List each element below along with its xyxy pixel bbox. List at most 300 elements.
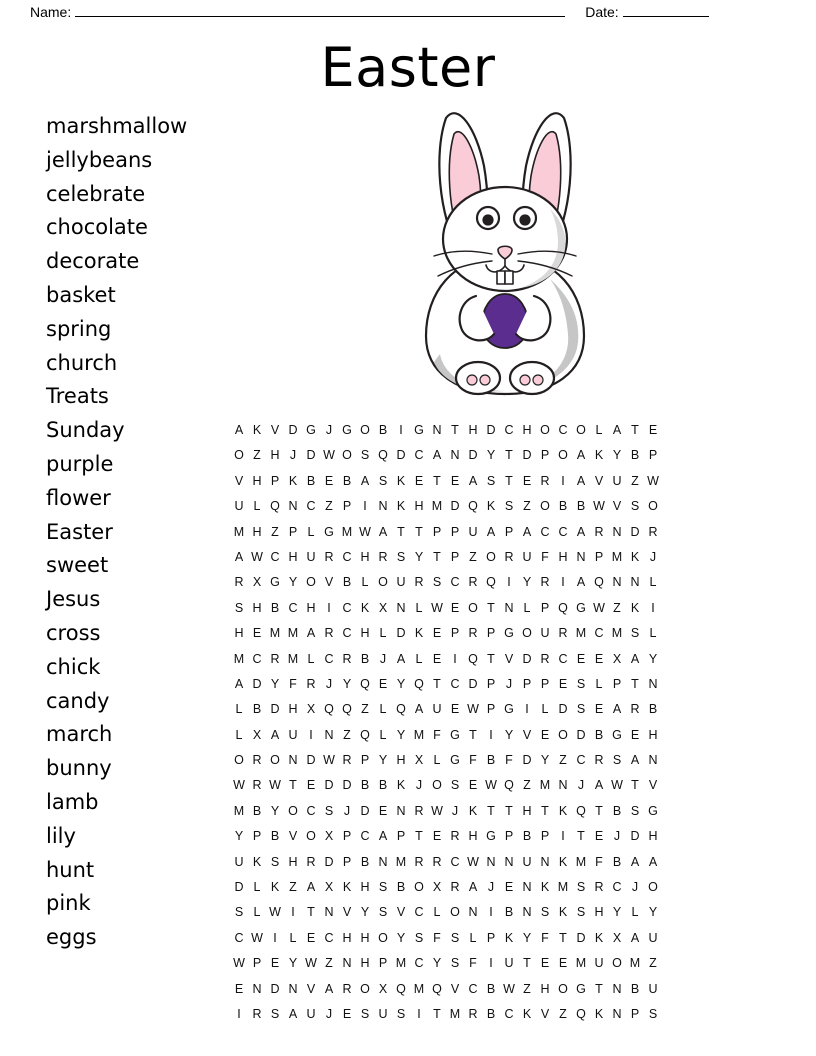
grid-cell: Y bbox=[360, 905, 370, 920]
grid-cell: S bbox=[630, 499, 640, 514]
grid-cell: K bbox=[594, 448, 604, 463]
grid-cell: U bbox=[612, 473, 622, 488]
grid-cell: W bbox=[359, 524, 371, 539]
grid-cell: W bbox=[269, 778, 281, 793]
grid-cell: C bbox=[612, 880, 622, 895]
grid-cell: Y bbox=[378, 753, 388, 768]
grid-cell: Q bbox=[414, 676, 424, 691]
grid-cell: H bbox=[342, 930, 352, 945]
grid-cell: R bbox=[342, 651, 352, 666]
grid-cell: P bbox=[252, 956, 262, 971]
grid-cell: D bbox=[342, 778, 352, 793]
grid-cell: E bbox=[432, 626, 442, 641]
grid-cell: D bbox=[630, 829, 640, 844]
grid-cell: V bbox=[504, 651, 514, 666]
grid-cell: S bbox=[432, 575, 442, 590]
grid-cell: M bbox=[233, 803, 245, 818]
grid-cell: D bbox=[306, 753, 316, 768]
grid-cell: E bbox=[576, 651, 586, 666]
grid-cell: H bbox=[288, 549, 298, 564]
grid-cell: S bbox=[270, 1006, 280, 1021]
grid-cell: O bbox=[378, 575, 388, 590]
grid-cell: Z bbox=[523, 499, 531, 514]
grid-cell: S bbox=[234, 600, 244, 615]
grid-cell: O bbox=[306, 829, 316, 844]
grid-cell: F bbox=[433, 727, 441, 742]
grid-cell: R bbox=[594, 880, 604, 895]
grid-cell: Y bbox=[396, 930, 406, 945]
grid-cell: B bbox=[360, 854, 370, 869]
grid-cell: Z bbox=[631, 473, 639, 488]
grid-cell: B bbox=[360, 651, 370, 666]
grid-cell: I bbox=[561, 829, 565, 844]
grid-cell: P bbox=[630, 1006, 640, 1021]
grid-cell: K bbox=[396, 473, 406, 488]
grid-cell: Z bbox=[649, 956, 657, 971]
grid-cell: B bbox=[252, 702, 262, 717]
grid-cell: W bbox=[323, 448, 335, 463]
list-item: sweet bbox=[46, 553, 109, 578]
list-item: chick bbox=[46, 654, 101, 679]
grid-cell: I bbox=[489, 905, 493, 920]
grid-cell: S bbox=[378, 880, 388, 895]
grid-cell: A bbox=[270, 727, 280, 742]
grid-cell: A bbox=[576, 575, 586, 590]
grid-cell: W bbox=[485, 778, 497, 793]
grid-cell: R bbox=[468, 626, 478, 641]
grid-cell: C bbox=[252, 651, 262, 666]
grid-cell: V bbox=[270, 423, 280, 437]
grid-cell: W bbox=[467, 854, 479, 869]
grid-cell: M bbox=[233, 524, 245, 539]
grid-cell: Q bbox=[360, 727, 370, 742]
grid-cell: X bbox=[612, 930, 622, 945]
grid-cell: T bbox=[523, 956, 531, 971]
grid-cell: M bbox=[611, 626, 623, 641]
grid-cell: R bbox=[540, 651, 550, 666]
grid-cell: P bbox=[342, 499, 352, 514]
list-item: march bbox=[46, 722, 113, 747]
list-item: cross bbox=[46, 620, 101, 645]
grid-cell: T bbox=[487, 803, 495, 818]
grid-cell: D bbox=[396, 448, 406, 463]
grid-cell: P bbox=[486, 702, 496, 717]
grid-cell: U bbox=[504, 956, 514, 971]
grid-cell: N bbox=[378, 499, 388, 514]
grid-cell: D bbox=[522, 753, 532, 768]
grid-cell: L bbox=[307, 524, 315, 539]
grid-cell: E bbox=[378, 676, 388, 691]
grid-cell: H bbox=[522, 803, 532, 818]
grid-cell: B bbox=[630, 981, 640, 996]
grid-cell: W bbox=[323, 753, 335, 768]
grid-cell: X bbox=[252, 575, 262, 590]
grid-cell: E bbox=[594, 829, 604, 844]
grid-cell: H bbox=[288, 854, 298, 869]
grid-cell: O bbox=[432, 778, 442, 793]
grid-cell: P bbox=[450, 626, 460, 641]
grid-cell: R bbox=[558, 626, 568, 641]
grid-cell: M bbox=[233, 651, 245, 666]
grid-cell: J bbox=[415, 778, 423, 793]
grid-cell: T bbox=[631, 778, 639, 793]
grid-cell: C bbox=[558, 423, 568, 437]
list-item: pink bbox=[46, 891, 91, 916]
grid-cell: W bbox=[305, 956, 317, 971]
grid-cell: A bbox=[396, 651, 406, 666]
grid-cell: C bbox=[414, 448, 424, 463]
grid-cell: K bbox=[486, 499, 496, 514]
grid-cell: K bbox=[288, 473, 298, 488]
grid-cell: S bbox=[630, 626, 640, 641]
grid-cell: F bbox=[541, 549, 549, 564]
grid-cell: N bbox=[576, 549, 586, 564]
grid-cell: G bbox=[576, 600, 586, 615]
grid-cell: V bbox=[324, 575, 334, 590]
grid-cell: L bbox=[433, 905, 441, 920]
grid-cell: K bbox=[540, 880, 550, 895]
grid-cell: T bbox=[595, 981, 603, 996]
grid-cell: H bbox=[558, 549, 568, 564]
grid-cell: U bbox=[648, 930, 658, 945]
grid-cell: J bbox=[343, 803, 351, 818]
grid-cell: V bbox=[612, 499, 622, 514]
list-item: decorate bbox=[46, 249, 140, 274]
grid-cell: O bbox=[270, 753, 280, 768]
grid-cell: L bbox=[379, 702, 387, 717]
grid-cell: H bbox=[360, 549, 370, 564]
header-name-date-line bbox=[30, 4, 786, 20]
grid-cell: Y bbox=[648, 905, 658, 920]
grid-cell: G bbox=[504, 626, 514, 641]
grid-cell: M bbox=[575, 956, 587, 971]
grid-cell: I bbox=[453, 651, 457, 666]
grid-cell: L bbox=[253, 499, 261, 514]
grid-cell: L bbox=[361, 575, 369, 590]
grid-cell: D bbox=[234, 880, 244, 895]
grid-cell: O bbox=[378, 930, 388, 945]
grid-cell: M bbox=[629, 956, 641, 971]
grid-cell: P bbox=[450, 524, 460, 539]
grid-cell: Q bbox=[504, 778, 514, 793]
grid-cell: Y bbox=[270, 803, 280, 818]
grid-cell: H bbox=[252, 524, 262, 539]
grid-cell: S bbox=[576, 880, 586, 895]
grid-cell: U bbox=[648, 981, 658, 996]
grid-cell: E bbox=[432, 651, 442, 666]
grid-cell: B bbox=[558, 499, 568, 514]
grid-cell: P bbox=[486, 930, 496, 945]
grid-cell: R bbox=[252, 1006, 262, 1021]
grid-cell: T bbox=[505, 473, 513, 488]
name-blank-line bbox=[75, 4, 565, 17]
grid-cell: P bbox=[486, 626, 496, 641]
grid-cell: B bbox=[270, 600, 280, 615]
grid-cell: M bbox=[395, 854, 407, 869]
grid-cell: A bbox=[630, 930, 640, 945]
grid-cell: N bbox=[504, 854, 514, 869]
grid-cell: Y bbox=[396, 676, 406, 691]
grid-cell: T bbox=[487, 651, 495, 666]
grid-cell: C bbox=[450, 676, 460, 691]
grid-cell: Q bbox=[324, 702, 334, 717]
grid-cell: E bbox=[342, 1006, 352, 1021]
grid-cell: D bbox=[450, 499, 460, 514]
grid-cell: W bbox=[593, 499, 605, 514]
grid-cell: W bbox=[251, 549, 263, 564]
grid-cell: E bbox=[648, 423, 658, 437]
grid-cell: Z bbox=[361, 702, 369, 717]
grid-cell: O bbox=[306, 575, 316, 590]
grid-cell: R bbox=[414, 803, 424, 818]
grid-cell: T bbox=[433, 676, 441, 691]
grid-cell: K bbox=[594, 930, 604, 945]
grid-cell: L bbox=[379, 727, 387, 742]
grid-cell: L bbox=[415, 651, 423, 666]
grid-cell: L bbox=[289, 930, 297, 945]
grid-cell: K bbox=[270, 880, 280, 895]
grid-cell: W bbox=[251, 930, 263, 945]
grid-cell: S bbox=[360, 1006, 370, 1021]
grid-cell: N bbox=[648, 676, 658, 691]
grid-cell: Y bbox=[612, 448, 622, 463]
grid-cell: Z bbox=[559, 753, 567, 768]
grid-cell: P bbox=[252, 829, 262, 844]
grid-cell: H bbox=[648, 727, 658, 742]
grid-cell: C bbox=[558, 651, 568, 666]
grid-cell: D bbox=[468, 676, 478, 691]
grid-cell: T bbox=[505, 448, 513, 463]
grid-cell: H bbox=[648, 829, 658, 844]
grid-cell: U bbox=[378, 1006, 388, 1021]
grid-cell: R bbox=[450, 880, 460, 895]
grid-cell: S bbox=[396, 549, 406, 564]
grid-cell: S bbox=[612, 753, 622, 768]
grid-cell: K bbox=[468, 803, 478, 818]
grid-cell: A bbox=[612, 423, 622, 437]
grid-cell: G bbox=[270, 575, 280, 590]
grid-cell: Y bbox=[414, 549, 424, 564]
grid-cell: N bbox=[378, 854, 388, 869]
grid-cell: C bbox=[288, 600, 298, 615]
grid-cell: E bbox=[234, 981, 244, 996]
list-item: Jesus bbox=[46, 587, 101, 612]
grid-cell: R bbox=[342, 981, 352, 996]
grid-cell: D bbox=[252, 676, 262, 691]
grid-cell: Q bbox=[432, 981, 442, 996]
grid-cell: P bbox=[540, 600, 550, 615]
grid-cell: E bbox=[594, 651, 604, 666]
grid-cell: N bbox=[432, 423, 442, 437]
grid-cell: M bbox=[575, 626, 587, 641]
grid-cell: E bbox=[630, 727, 640, 742]
grid-cell: X bbox=[432, 880, 442, 895]
list-item: flower bbox=[46, 485, 111, 510]
grid-cell: Z bbox=[253, 448, 261, 463]
grid-cell: L bbox=[541, 702, 549, 717]
grid-cell: D bbox=[576, 727, 586, 742]
grid-cell: T bbox=[559, 930, 567, 945]
grid-cell: A bbox=[234, 676, 244, 691]
grid-cell: Z bbox=[325, 499, 333, 514]
grid-cell: S bbox=[504, 499, 514, 514]
grid-cell: E bbox=[324, 473, 334, 488]
grid-cell: W bbox=[269, 905, 281, 920]
grid-cell: I bbox=[399, 423, 403, 437]
grid-cell: K bbox=[630, 549, 640, 564]
grid-cell: M bbox=[557, 880, 569, 895]
grid-cell: B bbox=[594, 727, 604, 742]
grid-cell: R bbox=[540, 575, 550, 590]
grid-cell: E bbox=[252, 626, 262, 641]
grid-cell: A bbox=[648, 854, 658, 869]
grid-cell: J bbox=[325, 1006, 333, 1021]
grid-cell: W bbox=[233, 778, 245, 793]
grid-cell: P bbox=[648, 448, 658, 463]
grid-cell: T bbox=[307, 905, 315, 920]
grid-cell: V bbox=[396, 905, 406, 920]
grid-cell: R bbox=[630, 702, 640, 717]
grid-cell: C bbox=[504, 423, 514, 437]
grid-cell: C bbox=[342, 600, 352, 615]
grid-cell: I bbox=[417, 1006, 421, 1021]
grid-cell: R bbox=[324, 626, 334, 641]
grid-cell: K bbox=[522, 1006, 532, 1021]
grid-cell: H bbox=[252, 473, 262, 488]
grid-cell: J bbox=[289, 448, 297, 463]
grid-cell: F bbox=[433, 930, 441, 945]
grid-cell: Q bbox=[396, 702, 406, 717]
grid-cell: M bbox=[449, 1006, 461, 1021]
grid-cell: O bbox=[648, 499, 658, 514]
grid-cell: J bbox=[631, 880, 639, 895]
grid-cell: S bbox=[450, 930, 460, 945]
grid-cell: L bbox=[595, 676, 603, 691]
grid-cell: S bbox=[486, 473, 496, 488]
grid-cell: M bbox=[611, 549, 623, 564]
grid-cell: A bbox=[234, 549, 244, 564]
grid-cell: R bbox=[342, 753, 352, 768]
grid-cell: E bbox=[306, 930, 316, 945]
grid-cell: O bbox=[468, 600, 478, 615]
grid-cell: I bbox=[291, 905, 295, 920]
grid-cell: I bbox=[651, 600, 655, 615]
list-item: lamb bbox=[46, 789, 99, 814]
grid-cell: L bbox=[649, 575, 657, 590]
grid-cell: R bbox=[270, 651, 280, 666]
grid-cell: V bbox=[288, 829, 298, 844]
grid-cell: P bbox=[540, 829, 550, 844]
grid-cell: M bbox=[431, 499, 443, 514]
grid-cell: D bbox=[324, 778, 334, 793]
grid-cell: T bbox=[631, 676, 639, 691]
grid-cell: H bbox=[288, 702, 298, 717]
grid-cell: P bbox=[396, 829, 406, 844]
grid-cell: N bbox=[252, 981, 262, 996]
grid-cell: L bbox=[235, 727, 243, 742]
grid-cell: P bbox=[270, 473, 280, 488]
grid-cell: O bbox=[288, 803, 298, 818]
grid-cell: Z bbox=[469, 549, 477, 564]
grid-cell: Y bbox=[648, 651, 658, 666]
grid-cell: H bbox=[396, 753, 406, 768]
grid-cell: E bbox=[450, 473, 460, 488]
grid-cell: O bbox=[360, 981, 370, 996]
grid-cell: Y bbox=[486, 448, 496, 463]
grid-cell: G bbox=[612, 727, 622, 742]
grid-cell: E bbox=[504, 880, 514, 895]
grid-cell: H bbox=[270, 448, 280, 463]
list-item: Treats bbox=[46, 384, 109, 409]
grid-cell: Y bbox=[432, 956, 442, 971]
list-item: jellybeans bbox=[46, 147, 153, 172]
grid-cell: X bbox=[252, 727, 262, 742]
grid-cell: C bbox=[576, 753, 586, 768]
grid-cell: D bbox=[360, 803, 370, 818]
grid-cell: D bbox=[522, 651, 532, 666]
grid-cell: Y bbox=[522, 575, 532, 590]
grid-cell: J bbox=[325, 676, 333, 691]
grid-cell: I bbox=[507, 575, 511, 590]
grid-cell: S bbox=[576, 702, 586, 717]
grid-cell: C bbox=[234, 930, 244, 945]
grid-cell: L bbox=[253, 880, 261, 895]
grid-cell: I bbox=[489, 727, 493, 742]
list-item: purple bbox=[46, 451, 114, 476]
word-list bbox=[46, 110, 226, 955]
grid-cell: A bbox=[468, 473, 478, 488]
grid-cell: O bbox=[540, 499, 550, 514]
grid-cell: C bbox=[450, 575, 460, 590]
grid-cell: S bbox=[234, 905, 244, 920]
grid-cell: A bbox=[306, 880, 316, 895]
grid-cell: T bbox=[487, 600, 495, 615]
grid-cell: I bbox=[525, 702, 529, 717]
grid-cell: P bbox=[342, 829, 352, 844]
grid-cell: I bbox=[237, 1006, 241, 1021]
grid-cell: E bbox=[468, 778, 478, 793]
grid-cell: R bbox=[378, 549, 388, 564]
grid-cell: D bbox=[558, 702, 568, 717]
grid-cell: P bbox=[540, 676, 550, 691]
grid-cell: T bbox=[577, 829, 585, 844]
grid-cell: U bbox=[522, 549, 532, 564]
list-item: bunny bbox=[46, 756, 112, 781]
grid-cell: N bbox=[288, 753, 298, 768]
grid-cell: U bbox=[306, 1006, 316, 1021]
grid-cell: W bbox=[233, 956, 245, 971]
grid-cell: Z bbox=[289, 880, 297, 895]
grid-cell: F bbox=[289, 676, 297, 691]
grid-cell: N bbox=[342, 956, 352, 971]
grid-cell: W bbox=[611, 778, 623, 793]
grid-cell: R bbox=[540, 473, 550, 488]
grid-cell: P bbox=[540, 448, 550, 463]
list-item: lily bbox=[46, 823, 76, 848]
grid-cell: R bbox=[504, 549, 514, 564]
grid-cell: L bbox=[253, 905, 261, 920]
grid-cell: R bbox=[252, 778, 262, 793]
grid-cell: O bbox=[576, 423, 586, 437]
grid-cell: Z bbox=[343, 727, 351, 742]
grid-cell: Y bbox=[396, 727, 406, 742]
grid-cell: B bbox=[486, 753, 496, 768]
grid-cell: J bbox=[325, 423, 333, 437]
list-item: church bbox=[46, 350, 118, 375]
grid-cell: E bbox=[540, 727, 550, 742]
grid-cell: A bbox=[576, 524, 586, 539]
grid-cell: N bbox=[288, 499, 298, 514]
